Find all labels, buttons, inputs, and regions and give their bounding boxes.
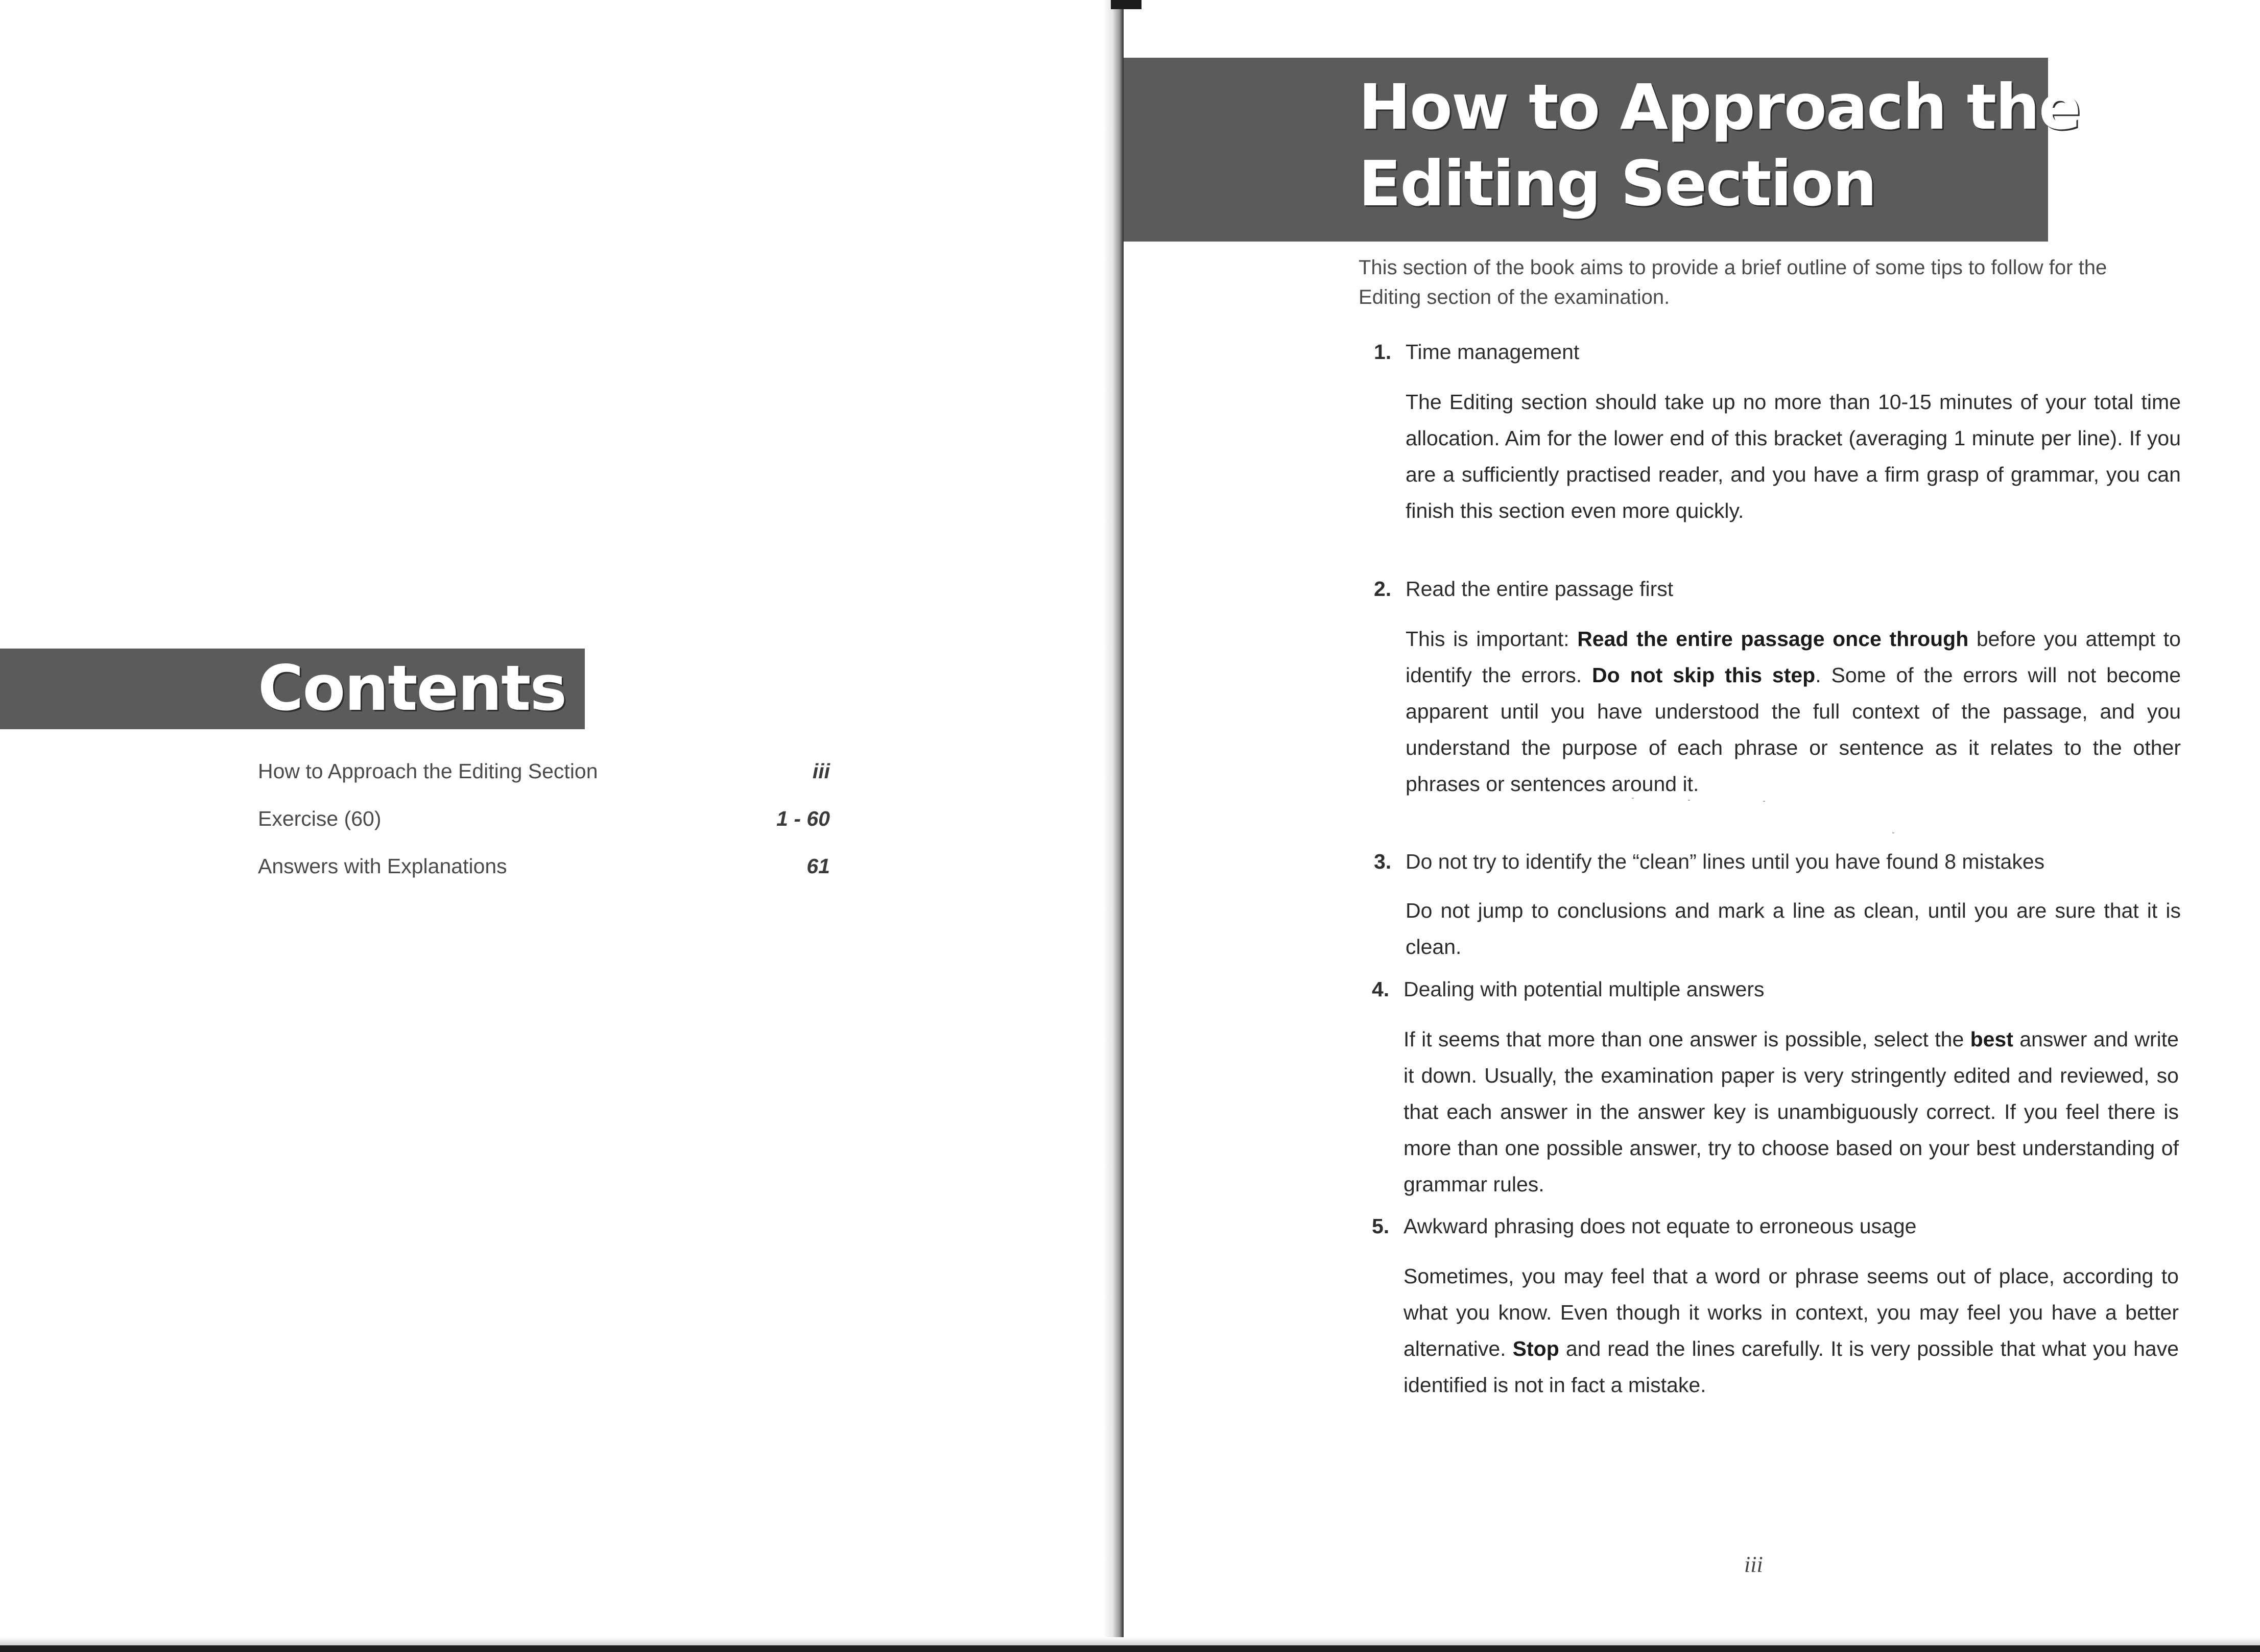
left-page	[0, 0, 1103, 1652]
tip-body-text: Do not jump to conclusions and mark a line as clean, until you are sure that it is clean.	[1406, 899, 2181, 959]
tip-body-text: and read the lines carefully. It is very possible that what you have identified is not in fact a mistake.	[1403, 1337, 2179, 1397]
tip-title: Awkward phrasing does not equate to erroneous usage	[1403, 1214, 1917, 1238]
tip-body-text: The Editing section should take up no more than 10-15 minutes of your total time allocation. Aim for the lower end of this bracket (averaging 1 minute per line). If you are a sufficiently practised reader, and you have a firm grasp of grammar, you can finish this section even more quickly.	[1406, 390, 2181, 522]
tip-body	[1403, 1258, 2179, 1403]
toc-entry-title: How to Approach the Editing Section	[258, 759, 598, 783]
section-heading-line1: How to Approach the	[1359, 71, 2080, 143]
toc-row	[258, 854, 830, 885]
tip-body-text: This is important:	[1406, 627, 1578, 651]
tip-body-emphasis: Do not skip this step	[1592, 663, 1816, 687]
toc-entry-page: 61	[806, 854, 830, 878]
toc-entry-title: Answers with Explanations	[258, 854, 507, 878]
tip-body-text: answer and write it down. Usually, the examination paper is very stringently edited and reviewed, so that each answer in the answer key is unambiguously correct. If you feel there is more than one possible answer, try to choose based on your best understanding of grammar rules.	[1403, 1027, 2179, 1196]
tip-body	[1403, 1021, 2179, 1203]
page-number: iii	[1744, 1552, 1763, 1577]
scan-speck	[1892, 832, 1894, 833]
tip-body	[1406, 621, 2181, 802]
tip-body-emphasis: Stop	[1512, 1337, 1559, 1360]
tip-number: 4.	[1372, 977, 1390, 1001]
toc-row	[258, 759, 830, 790]
toc-row	[258, 807, 830, 837]
tip-title: Dealing with potential multiple answers	[1403, 977, 1765, 1001]
tip-title: Time management	[1406, 340, 1580, 364]
page-bottom-edge	[0, 1645, 2260, 1652]
toc-entry-page: 1 - 60	[776, 807, 830, 830]
tip-body	[1406, 384, 2181, 529]
tip-body-text: before you attempt to identify the errors.	[1406, 627, 2181, 687]
tip-title: Do not try to identify the “clean” lines until you have found 8 mistakes	[1406, 850, 2045, 873]
tip-number: 2.	[1374, 577, 1392, 601]
tip-body-text: If it seems that more than one answer is possible, select the	[1403, 1027, 1970, 1051]
intro-paragraph: This section of the book aims to provide a brief outline of some tips to follow for the Editing section of the examination.	[1359, 256, 2107, 308]
tip-number: 1.	[1374, 340, 1392, 364]
scan-speck	[1632, 798, 1634, 799]
tip-title: Read the entire passage first	[1406, 577, 1674, 601]
tip-body-emphasis: best	[1970, 1027, 2013, 1051]
tip-body-emphasis: Read the entire passage once through	[1577, 627, 1969, 651]
tip-number: 5.	[1372, 1214, 1390, 1238]
book-gutter	[1103, 0, 1124, 1652]
tip-body-text: . Some of the errors will not become apparent until you have understood the full context of the passage, and you understand the purpose of each phrase or sentence as it relates to the other phrases or sentences around it.	[1406, 663, 2181, 796]
section-heading-line2: Editing Section	[1359, 148, 1876, 220]
tip-body-text: Sometimes, you may feel that a word or phrase seems out of place, according to what you know. Even though it works in context, you may feel you have a better alternative.	[1403, 1264, 2179, 1360]
tip-number: 3.	[1374, 850, 1392, 873]
scan-speck	[1763, 801, 1765, 802]
right-page	[1124, 0, 2260, 1652]
scan-speck	[1688, 800, 1690, 801]
contents-heading: Contents	[258, 652, 566, 725]
toc-entry-title: Exercise (60)	[258, 807, 382, 830]
toc-entry-page: iii	[812, 759, 830, 783]
tip-body	[1406, 893, 2181, 965]
page-bottom-shadow	[0, 1637, 2260, 1645]
